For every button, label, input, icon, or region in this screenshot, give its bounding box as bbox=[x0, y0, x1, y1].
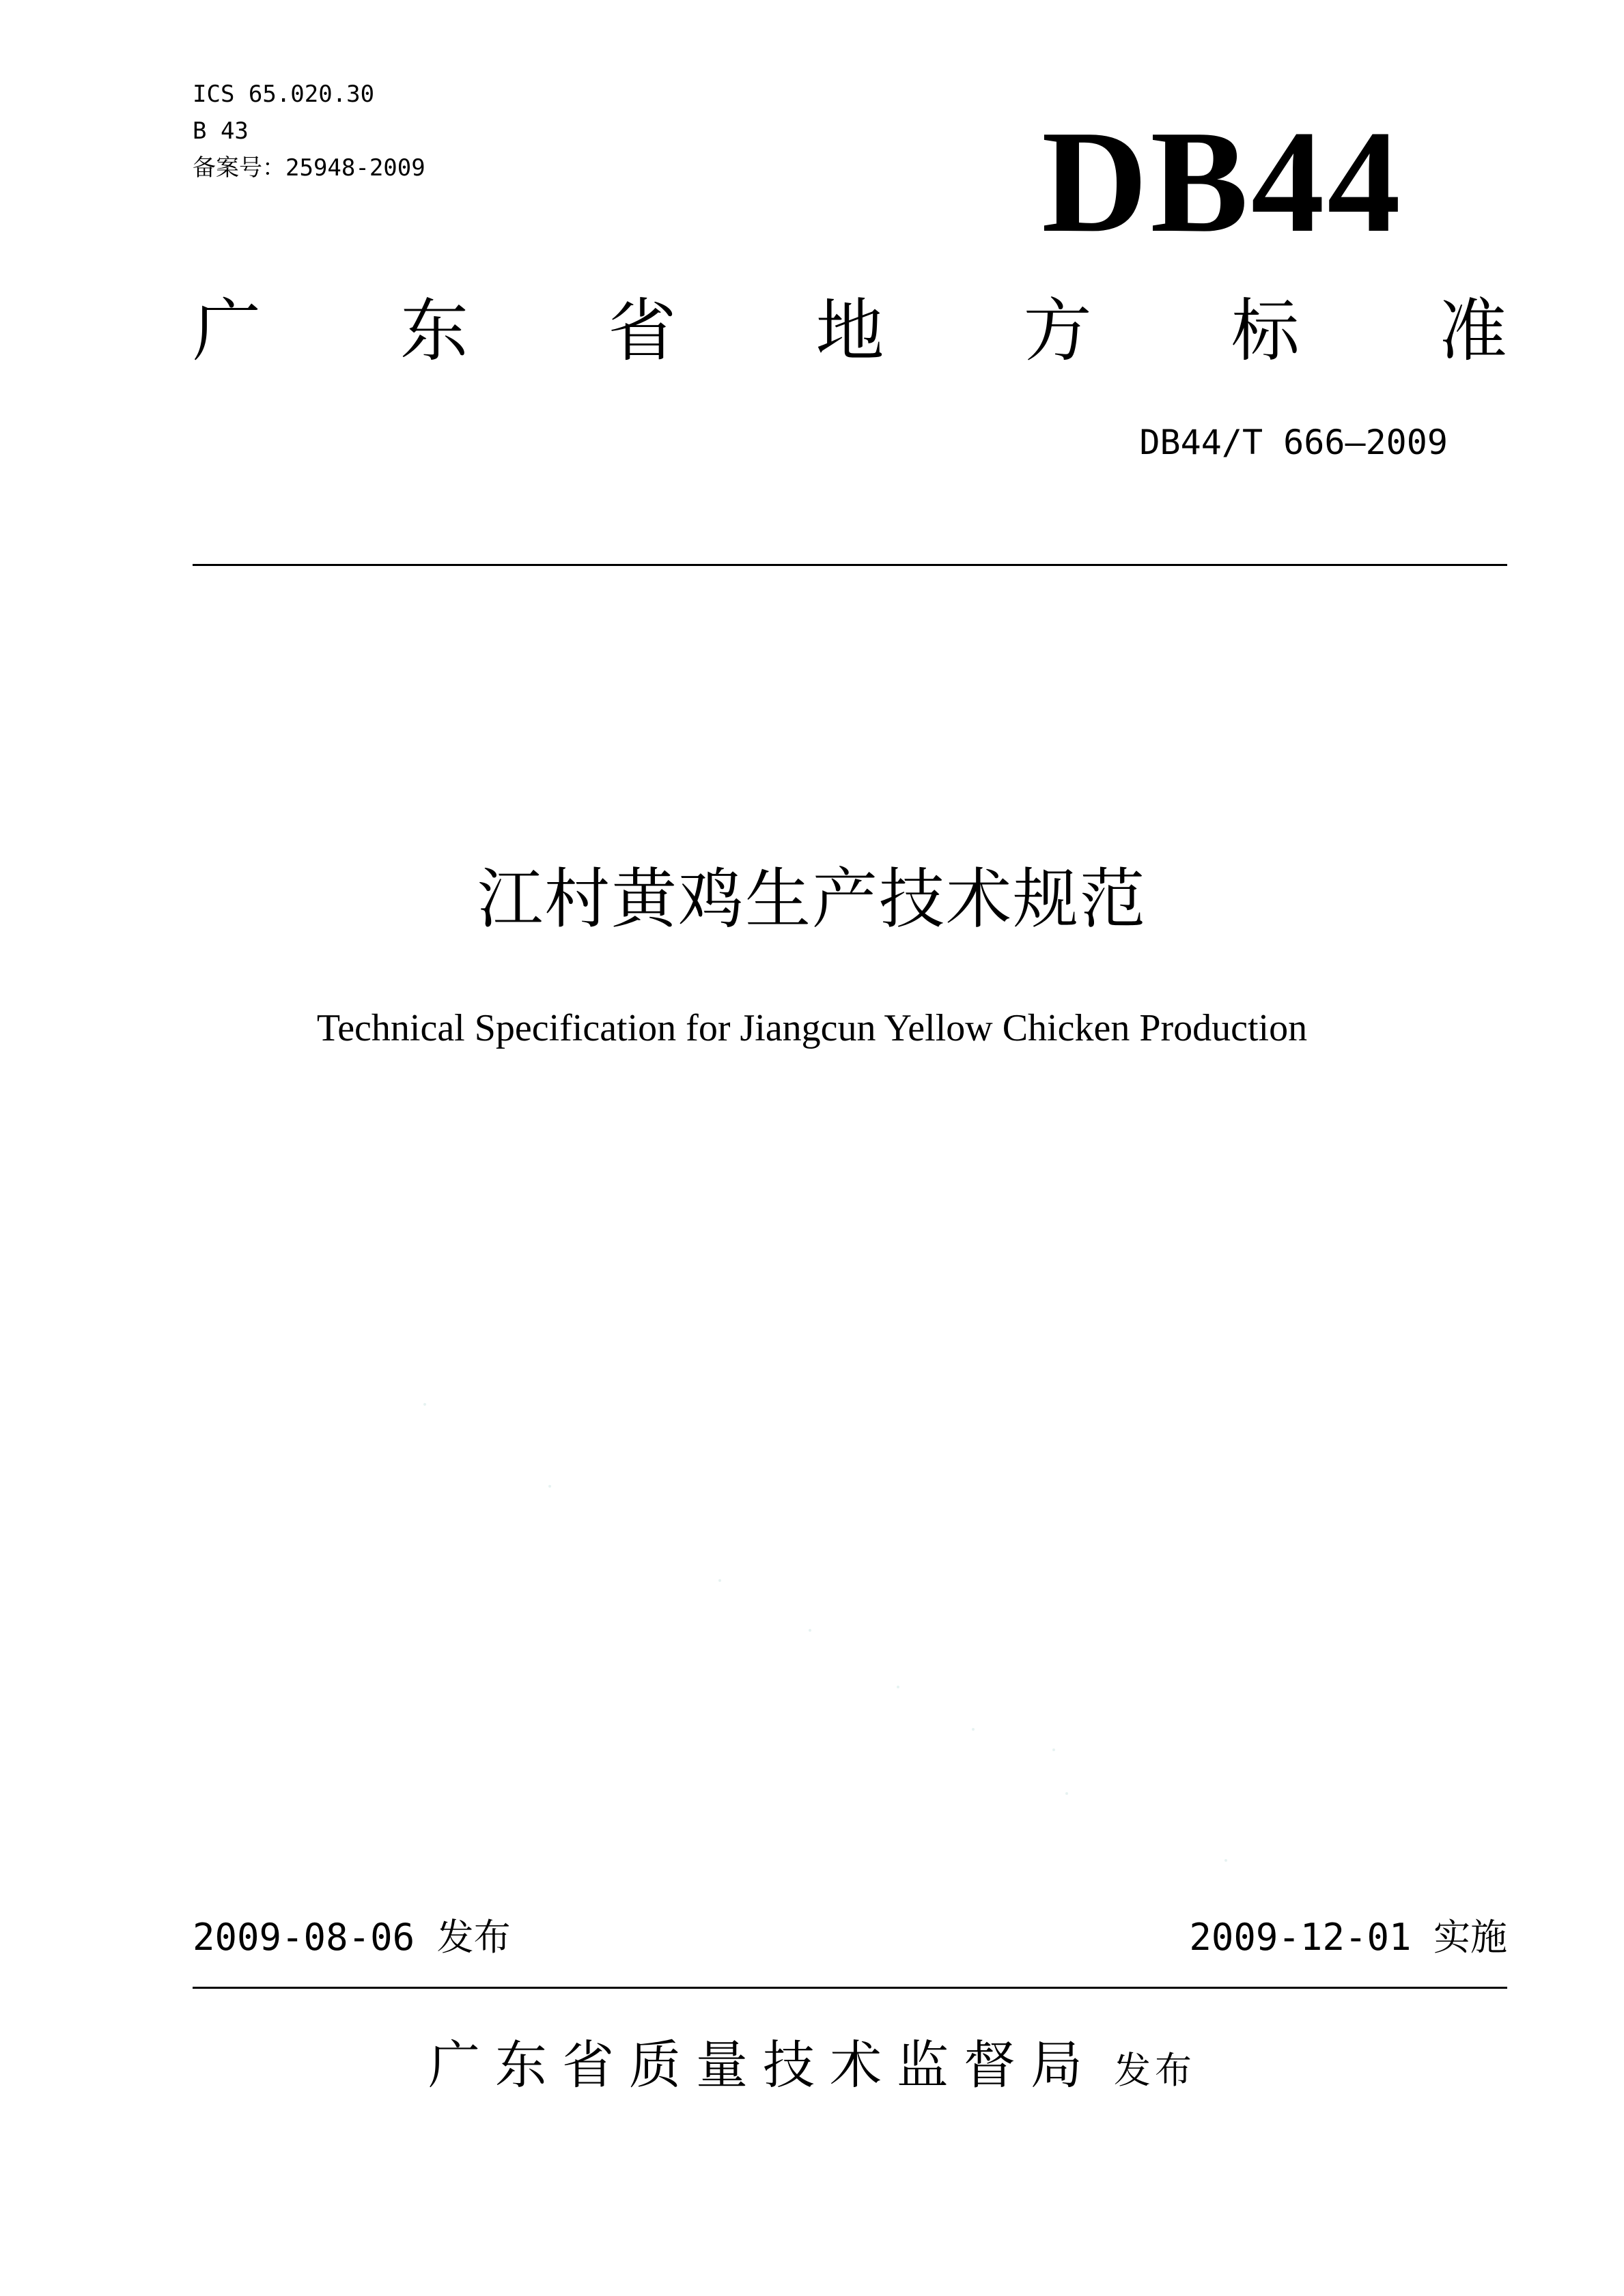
standard-type-title bbox=[193, 291, 1507, 371]
standard-code-logo: DB44 bbox=[1041, 100, 1403, 263]
document-title-chinese: 江村黄鸡生产技术规范 bbox=[477, 861, 1147, 937]
issuer-suffix: 发布 bbox=[1114, 2049, 1196, 2092]
issuer-name: 广东省质量技术监督局 bbox=[428, 2035, 1097, 2095]
ccs-code: B 43 bbox=[193, 117, 249, 145]
standard-number: DB44/T 666—2009 bbox=[1139, 423, 1448, 462]
standard-type-char: 地 bbox=[815, 291, 884, 371]
document-title-english: Technical Specification for Jiangcun Yellow Chicken Production bbox=[316, 1007, 1308, 1049]
standard-type-char: 东 bbox=[400, 291, 469, 371]
effective-date: 2009-12-01 实施 bbox=[1189, 1916, 1507, 1959]
standard-type-char: 方 bbox=[1023, 291, 1092, 371]
issue-date: 2009-08-06 发布 bbox=[193, 1916, 511, 1959]
standard-type-char: 标 bbox=[1231, 291, 1300, 371]
filing-number: 备案号：25948-2009 bbox=[193, 154, 425, 182]
bottom-divider bbox=[193, 1987, 1507, 1989]
standard-type-char: 准 bbox=[1438, 291, 1507, 371]
standard-type-char: 广 bbox=[193, 291, 261, 371]
ics-code: ICS 65.020.30 bbox=[193, 81, 375, 108]
standard-type-char: 省 bbox=[608, 291, 677, 371]
top-divider bbox=[193, 564, 1507, 566]
issuer-line bbox=[0, 2035, 1624, 2101]
